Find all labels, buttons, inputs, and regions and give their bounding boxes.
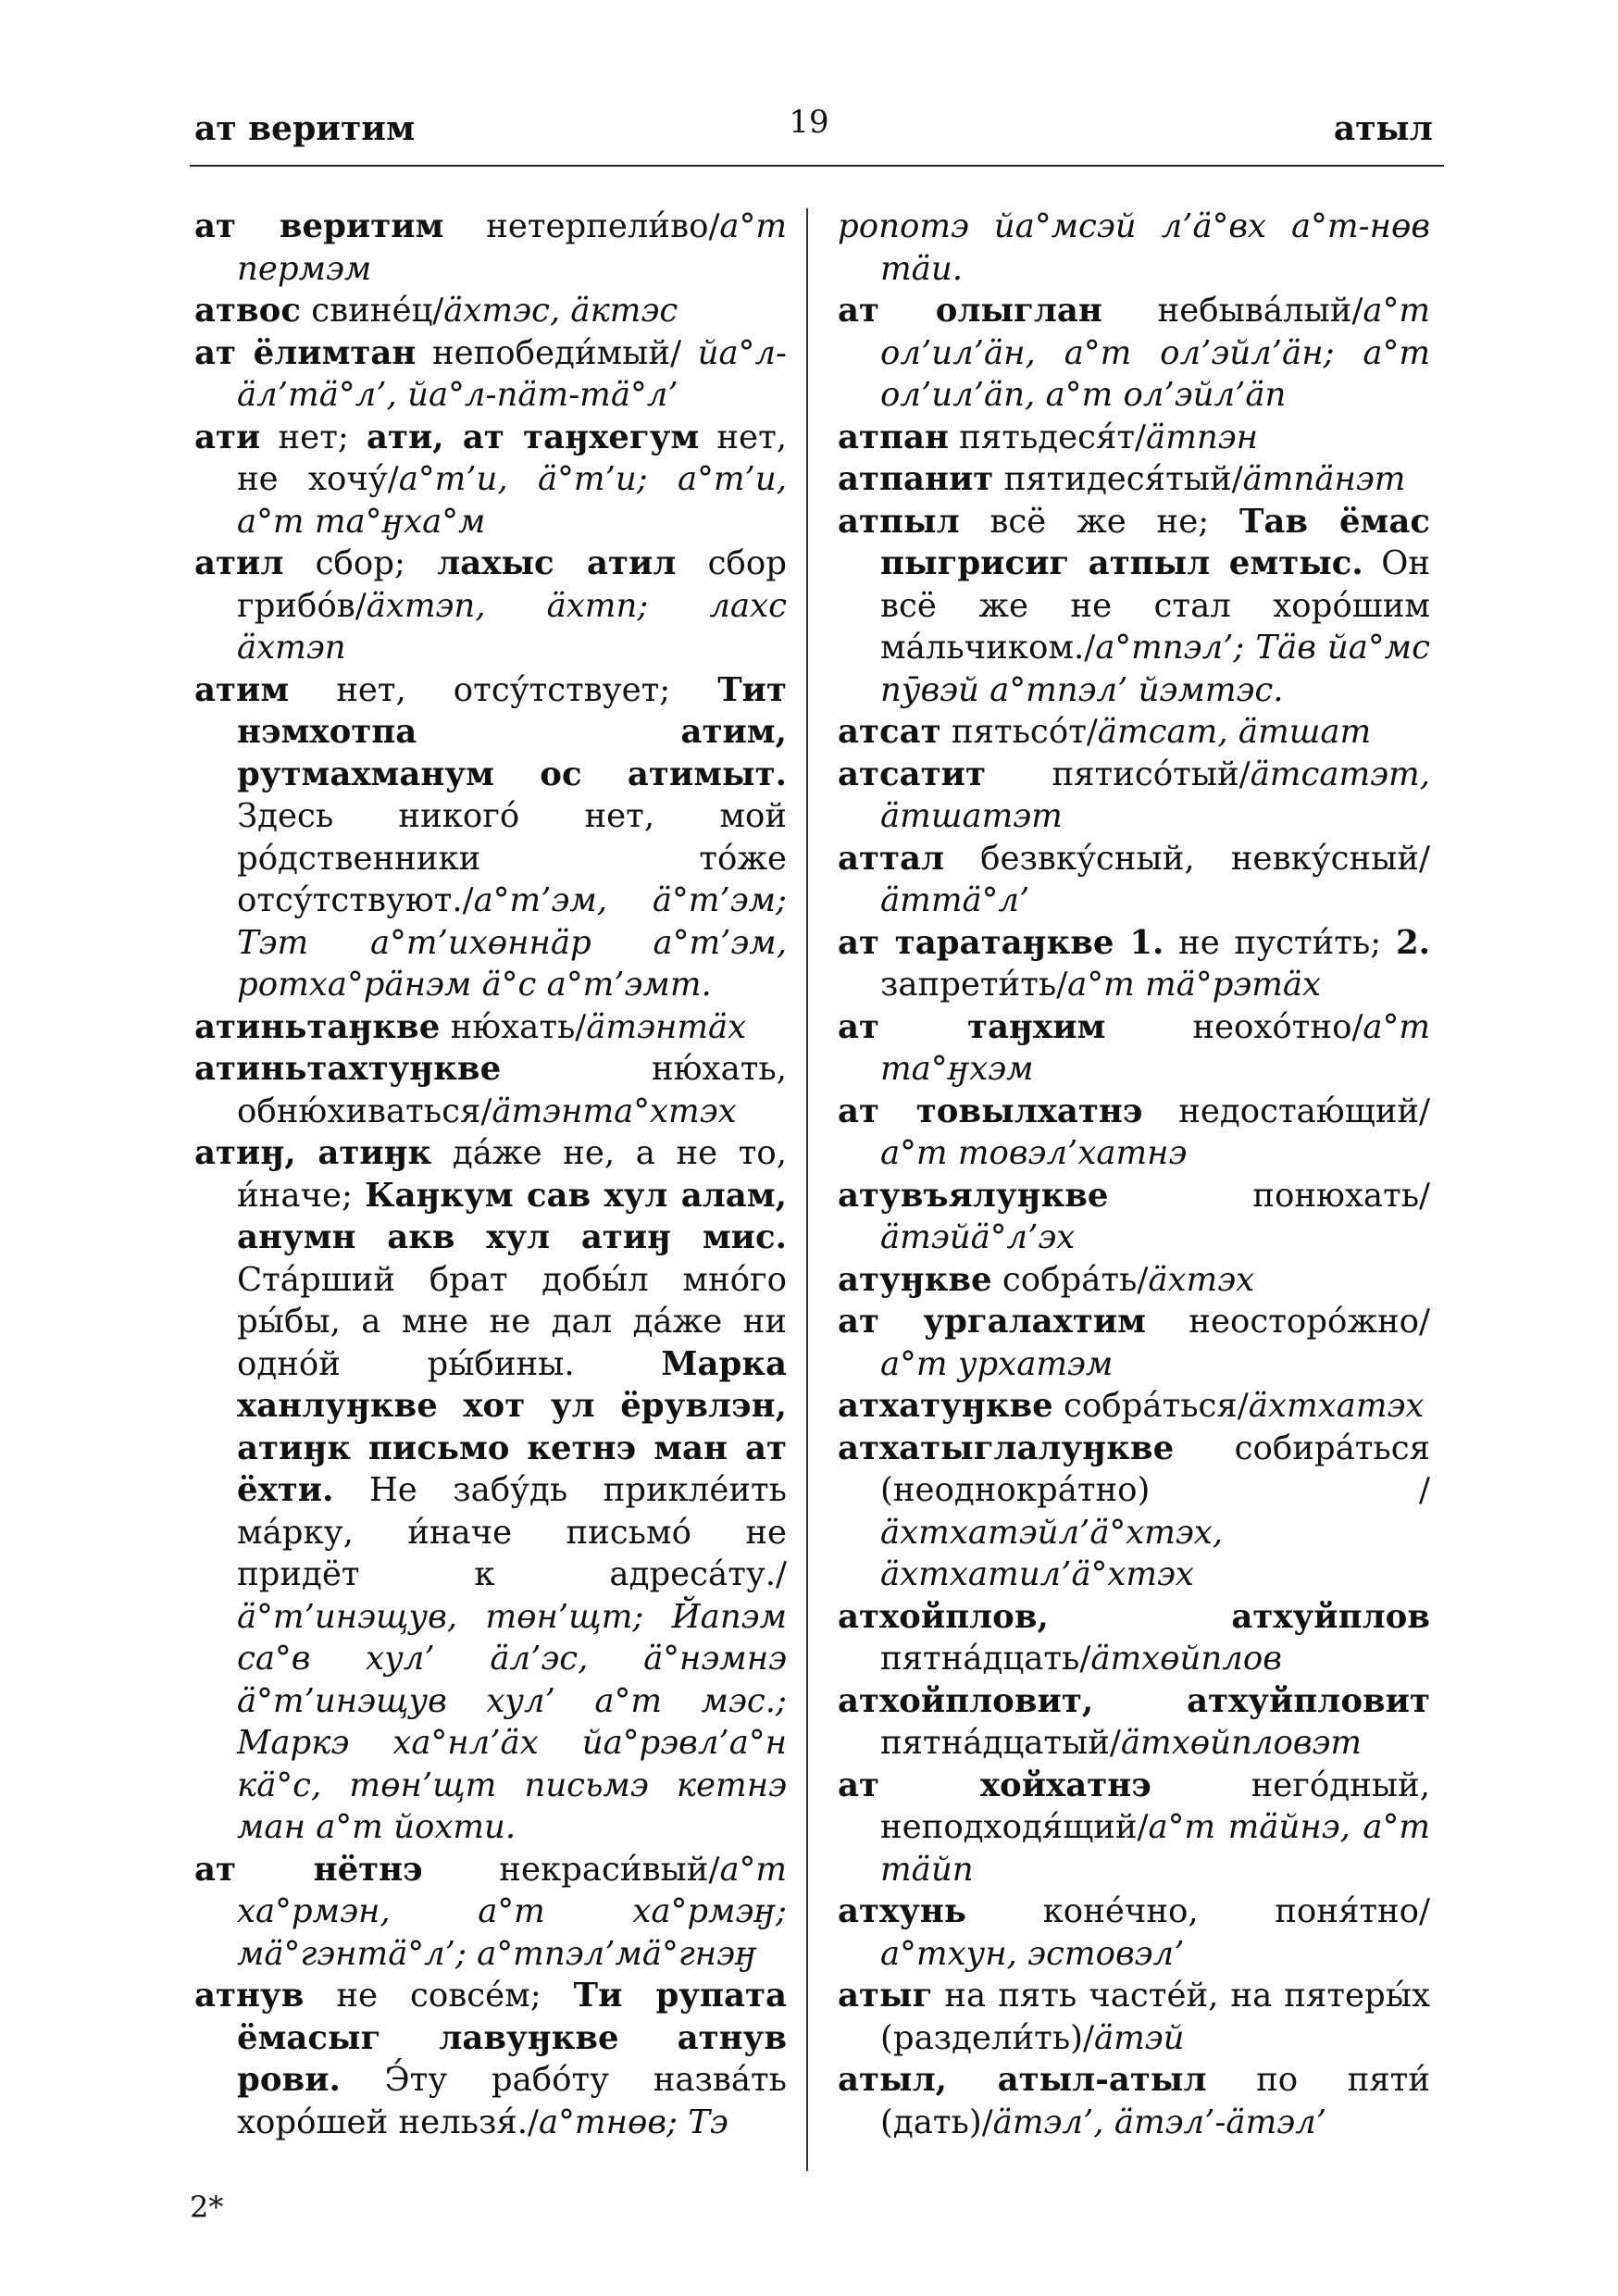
dictionary-entry xyxy=(838,1596,1430,1680)
entry-gloss: Он всё же не стал хоро́шим ма́льчиком./ xyxy=(880,544,1430,667)
entry-headword: ат нётнэ xyxy=(194,1850,423,1889)
entry-mansi-form: ӓхтэх xyxy=(1148,1260,1255,1299)
entry-gloss: ню́хать, обню́хиваться/ xyxy=(237,1050,787,1130)
running-head-right: атыл xyxy=(1333,109,1433,148)
entry-gloss: да́же не, а не то, и́наче; xyxy=(237,1134,788,1215)
entry-gloss: по пяти́ (дать)/ xyxy=(880,2061,1430,2141)
entry-mansi-form: ӓтэйӓ°л’эх xyxy=(880,1218,1076,1256)
entry-headword: атсат xyxy=(838,713,941,751)
entry-mansi-form: а°т товэл’хатнэ xyxy=(880,1134,1188,1172)
entry-headword: атиӈ, атиӈк xyxy=(194,1134,432,1172)
entry-headword: атпыл xyxy=(838,502,960,541)
entry-gloss: не пусти́ть; xyxy=(1164,923,1396,962)
entry-gloss: всё же не; xyxy=(959,502,1239,541)
entry-gloss: Здесь никого́ нет, мой ро́дственники то́же отсу́тствуют./ xyxy=(237,797,787,919)
entry-gloss: нет, не хочу́/ xyxy=(237,418,787,498)
running-head-left: ат веритим xyxy=(194,109,416,148)
entry-headword: ат ургалахтим xyxy=(838,1303,1147,1341)
entry-mansi-form: а°тнөв; Тэ xyxy=(539,2103,728,2141)
dictionary-entry xyxy=(838,1091,1430,1175)
dictionary-entry xyxy=(838,1006,1430,1091)
entry-headword: аттал xyxy=(838,839,945,878)
entry-headword: атыг xyxy=(838,1977,933,2015)
dictionary-entry xyxy=(194,332,787,417)
entry-headword: атим xyxy=(194,670,290,709)
dictionary-entry xyxy=(194,669,787,1006)
dictionary-entry xyxy=(194,543,787,669)
entry-mansi-form: а°т тӓйнэ, а°т тӓйп xyxy=(880,1808,1430,1889)
entry-gloss: неосторо́жно/ xyxy=(1146,1303,1430,1341)
entry-mansi-form: а°т’и, ӓ°т’и; а°т’и, а°т та°ӈха°м xyxy=(237,460,787,541)
entry-gloss: нетерпели́во/ xyxy=(443,207,720,245)
entry-gloss: ню́хать/ xyxy=(440,1007,587,1046)
entry-headword: атхатыглалуӈкве xyxy=(838,1429,1175,1467)
entry-headword: ати, ат таӈхегум xyxy=(366,418,700,456)
entry-gloss: пятидеся́тый/ xyxy=(993,460,1243,498)
signature-mark: 2* xyxy=(190,2190,224,2225)
entry-gloss: безвку́сный, невку́сный/ xyxy=(944,839,1430,878)
entry-mansi-form: ӓттӓ°л’ xyxy=(880,881,1030,919)
dictionary-entry xyxy=(838,1385,1430,1428)
entry-mansi-form: ӓтэнтӓх xyxy=(586,1007,747,1046)
entry-headword: атхатуӈкве xyxy=(838,1387,1053,1425)
entry-gloss: Ста́рший брат добы́л мно́го ры́бы, а мне не дал да́же ни одно́й ры́бины. xyxy=(237,1260,787,1383)
dictionary-entry xyxy=(838,1975,1430,2059)
entry-gloss: недостаю́щий/ xyxy=(1142,1092,1430,1130)
entry-gloss: на пять часте́й, на пятеры́х (раздели́ть)/ xyxy=(880,1977,1430,2057)
entry-mansi-form: ӓхтэс, ӓктэс xyxy=(443,292,678,330)
dictionary-entry xyxy=(838,458,1430,501)
entry-headword: атпанит xyxy=(838,460,994,498)
entry-mansi-form: а°т ол’ил’ӓн, а°т ол’эйл’ӓн; а°т ол’ил’ӓп, а°т ол’эйл’ӓп xyxy=(880,292,1430,414)
entry-gloss: собра́ть/ xyxy=(991,1260,1149,1299)
entry-mansi-form: а°тхун, эстовэл’ xyxy=(880,1934,1185,1973)
entry-headword: Ти рупата ёмасыг лавуӈкве атнув рови. xyxy=(237,1977,787,2099)
entry-gloss: сбор; xyxy=(283,544,438,582)
header-rule xyxy=(190,165,1444,167)
entry-gloss: небыва́лый/ xyxy=(1101,292,1363,330)
dictionary-entry xyxy=(838,290,1430,417)
dictionary-entry xyxy=(838,501,1430,712)
entry-gloss: собра́ться/ xyxy=(1052,1387,1249,1425)
dictionary-entry xyxy=(838,1428,1430,1596)
entry-gloss: пятьсо́т/ xyxy=(940,713,1098,751)
entry-headword: атпан xyxy=(838,418,949,456)
entry-gloss: Э́ту рабо́ту назва́ть хоро́шей нельзя́./ xyxy=(237,2061,787,2141)
entry-mansi-form: ӓ°т’инэщув, төн’щт; Йапэм са°в хул’ ӓл’эс, ӓ°нэмнэ ӓ°т’инэщув хул’ а°т мэс.; Маркэ ха°нл’ӓх йа°рэвл’а°н кӓ°с, төн’щт письмэ кетнэ ман а°т йохти. xyxy=(237,1597,787,1846)
entry-headword: ат таратаӈкве 1. xyxy=(838,923,1164,962)
entry-gloss: пятна́дцатый/ xyxy=(880,1724,1121,1762)
entry-headword: ат ёлимтан xyxy=(194,333,417,372)
entry-mansi-form: ӓтпэн xyxy=(1146,418,1258,456)
page-number: 19 xyxy=(789,104,829,141)
entry-headword: 2. xyxy=(1395,923,1430,962)
entry-headword: ат олыглан xyxy=(838,292,1102,330)
entry-gloss: пятисо́тый/ xyxy=(985,755,1251,793)
entry-mansi-form: ӓтпӓнэт xyxy=(1242,460,1406,498)
entry-mansi-form: а°тпэл’; Тӓв йа°мс пӯвэй а°тпэл’ йэмтэс. xyxy=(880,629,1430,709)
entry-gloss: запрети́ть/ xyxy=(880,966,1068,1004)
entry-gloss: коне́чно, поня́тно/ xyxy=(965,1892,1430,1930)
dictionary-entry xyxy=(194,1006,787,1049)
dictionary-entry xyxy=(194,1132,787,1849)
entry-headword: атувъялуӈкве xyxy=(838,1176,1109,1215)
entry-headword: атхунь xyxy=(838,1892,966,1930)
entry-headword: атуӈкве xyxy=(838,1260,992,1299)
dictionary-entry xyxy=(838,754,1430,838)
entry-mansi-form: ӓхтэп, ӓхтп; лахс ӓхтэп xyxy=(237,586,787,667)
left-column xyxy=(194,206,787,2143)
entry-headword: ати xyxy=(194,418,261,456)
entry-mansi-form: а°т ха°рмэн, а°т ха°рмэӈ; мӓ°гэнтӓ°л’; а°тпэл’мӓ°гнэӈ xyxy=(237,1850,788,1973)
dictionary-entry xyxy=(838,1890,1430,1975)
entry-headword: атхойплов, атхуйплов xyxy=(838,1597,1430,1636)
entry-headword: атил xyxy=(194,544,284,582)
entry-mansi-form: ӓтэнта°хтэх xyxy=(492,1092,737,1130)
entry-headword: Каӈкум сав хул алам, анумн акв хул атиӈ мис. xyxy=(237,1176,787,1256)
dictionary-entry xyxy=(838,1680,1430,1765)
entry-headword: атвос xyxy=(194,292,301,330)
dictionary-entry xyxy=(838,1301,1430,1385)
entry-headword: Марка ханлуӈкве хот ул ёрувлэн, атиӈк письмо кетнэ ман ат ёхти. xyxy=(237,1344,787,1509)
entry-mansi-form: ӓхтхатэйл’ӓ°хтэх, ӓхтхатил’ӓ°хтэх xyxy=(880,1513,1224,1593)
entry-headword: Тав ёмас пыгрисиг атпыл емтыс. xyxy=(880,502,1430,582)
dictionary-entry xyxy=(194,1975,787,2143)
dictionary-entry xyxy=(838,1175,1430,1259)
entry-headword: атсатит xyxy=(838,755,986,793)
dictionary-entry xyxy=(194,206,787,290)
entry-mansi-form: йа°л-ӓл’тӓ°л’, йа°л-пӓт-тӓ°л’ xyxy=(237,333,788,414)
dictionary-entry xyxy=(194,1048,787,1132)
dictionary-entry xyxy=(838,922,1430,1006)
entry-headword: атхойпловит, атхуйпловит xyxy=(838,1681,1430,1720)
entry-gloss: сбор грибо́в/ xyxy=(237,544,788,625)
entry-gloss: некраси́вый/ xyxy=(422,1850,720,1889)
entry-mansi-form: ӓтсат, ӓтшат xyxy=(1097,713,1372,751)
entry-mansi-form: ӓтэл’, ӓтэл’-ӓтэл’ xyxy=(992,2103,1327,2141)
dictionary-entry xyxy=(838,1765,1430,1891)
column-divider xyxy=(806,208,808,2171)
entry-gloss: пятьдеся́т/ xyxy=(948,418,1147,456)
entry-mansi-form: ропотэ йа°мсэй л’ӓ°вх а°т-нөв тӓи. xyxy=(838,207,1430,288)
entry-headword: атыл, атыл-атыл xyxy=(838,2061,1207,2099)
entry-gloss: не совсе́м; xyxy=(304,1977,574,2015)
dictionary-entry xyxy=(838,417,1430,459)
dictionary-entry xyxy=(838,711,1430,754)
entry-mansi-form: ӓтхөйплов xyxy=(1090,1640,1282,1678)
entry-gloss: непобеди́мый/ xyxy=(416,333,698,372)
entry-gloss: нет, отсу́тствует; xyxy=(289,670,718,709)
entry-headword: атнув xyxy=(194,1977,305,2015)
entry-gloss: него́дный, неподходя́щий/ xyxy=(880,1766,1430,1846)
entry-gloss: неохо́тно/ xyxy=(1105,1007,1363,1046)
entry-headword: ат хойхатнэ xyxy=(838,1766,1151,1804)
entry-mansi-form: а°т пермэм xyxy=(237,207,787,288)
entry-headword: ат товылхатнэ xyxy=(838,1092,1143,1130)
entry-mansi-form: ӓхтхатэх xyxy=(1248,1387,1425,1425)
dictionary-entry xyxy=(194,1849,787,1976)
entry-headword: атиньтахтуӈкве xyxy=(194,1050,502,1088)
entry-mansi-form: ӓтхөйпловэт xyxy=(1120,1724,1363,1762)
entry-mansi-form: а°т’эм, ӓ°т’эм; Тэт а°т’ихөннӓр а°т’эм, ротха°рӓнэм ӓ°с а°т’эмт. xyxy=(237,881,787,1004)
entry-headword: ат таӈхим xyxy=(838,1007,1106,1046)
right-column xyxy=(838,206,1430,2143)
dictionary-entry xyxy=(194,290,787,332)
entry-gloss: нет; xyxy=(260,418,367,456)
entry-headword: ат веритим xyxy=(194,207,444,245)
entry-headword: лахыс атил xyxy=(437,544,677,582)
entry-mansi-form: а°т та°ӈхэм xyxy=(880,1007,1430,1088)
entry-mansi-form: а°т тӓ°рэтӓх xyxy=(1067,966,1322,1004)
dictionary-entry xyxy=(194,417,787,543)
entry-gloss: Не забу́дь прикле́ить ма́рку, и́наче письмо́ не придёт к адреса́ту./ xyxy=(237,1471,787,1593)
entry-headword: атиньтаӈкве xyxy=(194,1007,441,1046)
dictionary-entry xyxy=(838,206,1430,290)
entry-headword: Тит нэмхотпа атим, рутмахманум ос атимыт. xyxy=(237,670,787,793)
entry-gloss: пятна́дцать/ xyxy=(880,1640,1091,1678)
entry-mansi-form: ӓтсатэт, ӓтшатэт xyxy=(880,755,1430,835)
entry-mansi-form: а°т урхатэм xyxy=(880,1344,1114,1383)
dictionary-entry xyxy=(838,2059,1430,2143)
entry-gloss: свине́ц/ xyxy=(300,292,444,330)
entry-mansi-form: ӓтэй xyxy=(1093,2018,1185,2057)
entry-gloss: собира́ться (неоднокра́тно) / xyxy=(880,1429,1430,1509)
dictionary-entry xyxy=(838,1259,1430,1302)
dictionary-entry xyxy=(838,838,1430,922)
entry-gloss: понюхать/ xyxy=(1108,1176,1430,1215)
